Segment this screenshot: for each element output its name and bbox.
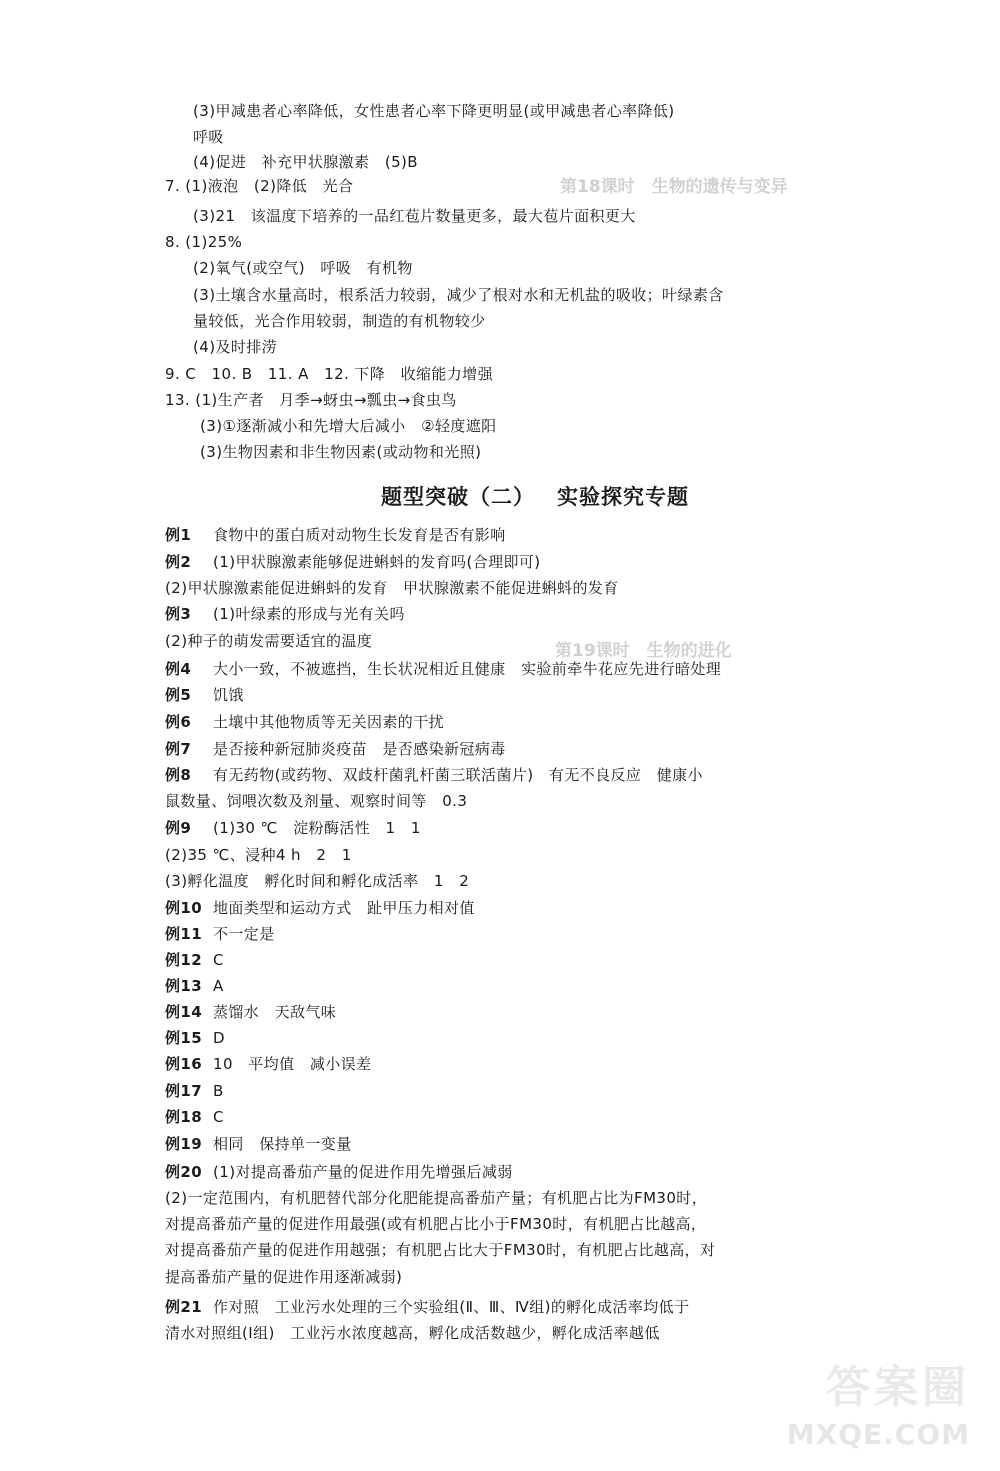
example-answer: 对提高番茄产量的促进作用最强(或有机肥占比小于FM30时，有机肥占比越高， — [165, 1215, 707, 1233]
answer-line: 呼吸 — [193, 128, 224, 146]
example-row — [165, 765, 703, 785]
example-row — [165, 1240, 715, 1260]
example-row — [165, 818, 421, 838]
example-label: 例12 — [165, 951, 203, 969]
example-answer: (2)甲状腺激素能促进蝌蚪的发育 甲状腺激素不能促进蝌蚪的发育 — [165, 579, 619, 597]
example-row — [165, 685, 244, 705]
example-answer: A — [213, 977, 224, 995]
answer-line: (3)①逐渐减小和先增大后减小 ②轻度遮阳 — [200, 417, 497, 435]
example-label: 例15 — [165, 1029, 203, 1047]
answer-line: 13. (1)生产者 月季→蚜虫→瓢虫→食虫鸟 — [165, 391, 457, 409]
example-answer: (3)孵化温度 孵化时间和孵化成活率 1 2 — [165, 872, 470, 890]
example-row — [165, 924, 275, 944]
answer-line: (3)生物因素和非生物因素(或动物和光照) — [200, 443, 482, 461]
example-row — [165, 1107, 224, 1127]
example-label: 例18 — [165, 1108, 203, 1126]
example-answer: 大小一致，不被遮挡，生长状况相近且健康 实验前牵牛花应先进行暗处理 — [213, 660, 722, 678]
example-answer: 对提高番茄产量的促进作用越强；有机肥占比大于FM30时，有机肥占比越高，对 — [165, 1241, 716, 1259]
answer-line: 8. (1)25% — [165, 233, 243, 251]
example-answer: 不一定是 — [213, 925, 275, 943]
example-row — [165, 525, 506, 545]
example-row — [165, 578, 619, 598]
example-answer: 食物中的蛋白质对动物生长发育是否有影响 — [213, 526, 506, 544]
example-label: 例17 — [165, 1082, 203, 1100]
example-row — [165, 1054, 372, 1074]
example-label: 例4 — [165, 660, 192, 678]
answer-line: (3)土壤含水量高时，根系活力较弱，减少了根对水和无机盐的吸收；叶绿素含 — [193, 286, 724, 304]
example-row — [165, 845, 352, 865]
watermark-url: MXQE.COM — [786, 1418, 970, 1451]
example-row — [165, 1081, 224, 1101]
example-answer: 清水对照组(Ⅰ组) 工业污水浓度越高，孵化成活数越少，孵化成活率越低 — [165, 1324, 660, 1342]
example-answer: 饥饿 — [213, 686, 244, 704]
example-label: 例1 — [165, 526, 192, 544]
example-answer: 作对照 工业污水处理的三个实验组(Ⅱ、Ⅲ、Ⅳ组)的孵化成活率均低于 — [213, 1298, 690, 1316]
example-label: 例20 — [165, 1163, 203, 1181]
example-row — [165, 976, 224, 996]
answer-line: (4)促进 补充甲状腺激素 (5)B — [193, 153, 418, 171]
example-row — [165, 631, 372, 651]
example-label: 例8 — [165, 766, 192, 784]
example-label: 例2 — [165, 553, 192, 571]
example-row — [165, 1028, 225, 1048]
example-row — [165, 871, 469, 891]
example-answer: (2)一定范围内，有机肥替代部分化肥能提高番茄产量；有机肥占比为FM30时， — [165, 1189, 708, 1207]
example-answer: D — [213, 1029, 225, 1047]
example-row — [165, 712, 444, 732]
example-answer: 提高番茄产量的促进作用逐渐减弱) — [165, 1268, 403, 1286]
section-title — [0, 481, 1000, 511]
example-row — [165, 1134, 352, 1154]
example-row — [165, 1162, 513, 1182]
answer-line: (4)及时排涝 — [193, 338, 278, 356]
answer-line: 量较低，光合作用较弱，制造的有机物较少 — [193, 312, 486, 330]
example-answer: 地面类型和运动方式 趾甲压力相对值 — [213, 899, 475, 917]
bleed-through-heading: 第18课时 生物的遗传与变异 — [560, 177, 788, 197]
section-title-part-1: 题型突破（二） — [381, 485, 535, 509]
example-label: 例16 — [165, 1055, 203, 1073]
example-label: 例9 — [165, 819, 192, 837]
example-row — [165, 1297, 689, 1317]
example-answer: (1)对提高番茄产量的促进作用先增强后减弱 — [213, 1163, 513, 1181]
watermark-logo: 答案圈 — [826, 1362, 970, 1413]
example-label: 例6 — [165, 713, 192, 731]
example-label: 例14 — [165, 1003, 203, 1021]
answer-line: (2)氧气(或空气) 呼吸 有机物 — [193, 259, 413, 277]
bleed-through-heading-2: 第19课时 生物的进化 — [555, 641, 732, 661]
example-label: 例5 — [165, 686, 192, 704]
example-row — [165, 898, 475, 918]
example-row — [165, 1188, 707, 1208]
example-answer: 蒸馏水 天敌气味 — [213, 1003, 337, 1021]
example-label: 例7 — [165, 740, 192, 758]
example-row — [165, 950, 224, 970]
example-answer: B — [213, 1082, 224, 1100]
example-answer: 相同 保持单一变量 — [213, 1135, 352, 1153]
example-answer: 是否接种新冠肺炎疫苗 是否感染新冠病毒 — [213, 740, 506, 758]
example-row — [165, 552, 541, 572]
answer-line: 7. (1)液泡 (2)降低 光合 — [165, 177, 354, 195]
answer-line: 9. C 10. B 11. A 12. 下降 收缩能力增强 — [165, 365, 493, 383]
example-row — [165, 791, 467, 811]
example-row — [165, 739, 506, 759]
example-row — [165, 1214, 706, 1234]
example-answer: (2)种子的萌发需要适宜的温度 — [165, 632, 373, 650]
example-answer: C — [213, 951, 224, 969]
example-row — [165, 659, 721, 679]
watermark — [770, 1351, 970, 1451]
example-label: 例21 — [165, 1298, 203, 1316]
example-label: 例10 — [165, 899, 203, 917]
example-label: 例19 — [165, 1135, 203, 1153]
example-answer: 土壤中其他物质等无关因素的干扰 — [213, 713, 445, 731]
example-answer: 10 平均值 减小误差 — [213, 1055, 372, 1073]
example-answer: C — [213, 1108, 224, 1126]
example-label: 例3 — [165, 605, 192, 623]
example-row — [165, 1323, 660, 1343]
example-row — [165, 604, 405, 624]
example-row — [165, 1002, 336, 1022]
example-answer: 有无药物(或药物、双歧杆菌乳杆菌三联活菌片) 有无不良反应 健康小 — [213, 766, 703, 784]
example-answer: (2)35 ℃、浸种4 h 2 1 — [165, 846, 352, 864]
example-answer: (1)30 ℃ 淀粉酶活性 1 1 — [213, 819, 421, 837]
example-answer: (1)叶绿素的形成与光有关吗 — [213, 605, 405, 623]
example-label: 例13 — [165, 977, 203, 995]
section-title-part-2: 实验探究专题 — [557, 485, 689, 509]
answer-line: (3)21 该温度下培养的一品红苞片数量更多，最大苞片面积更大 — [193, 207, 636, 225]
answer-line: (3)甲减患者心率降低，女性患者心率下降更明显(或甲减患者心率降低) — [193, 102, 675, 120]
example-row — [165, 1267, 402, 1287]
example-answer: (1)甲状腺激素能够促进蝌蚪的发育吗(合理即可) — [213, 553, 541, 571]
example-label: 例11 — [165, 925, 203, 943]
example-answer: 鼠数量、饲喂次数及剂量、观察时间等 0.3 — [165, 792, 468, 810]
